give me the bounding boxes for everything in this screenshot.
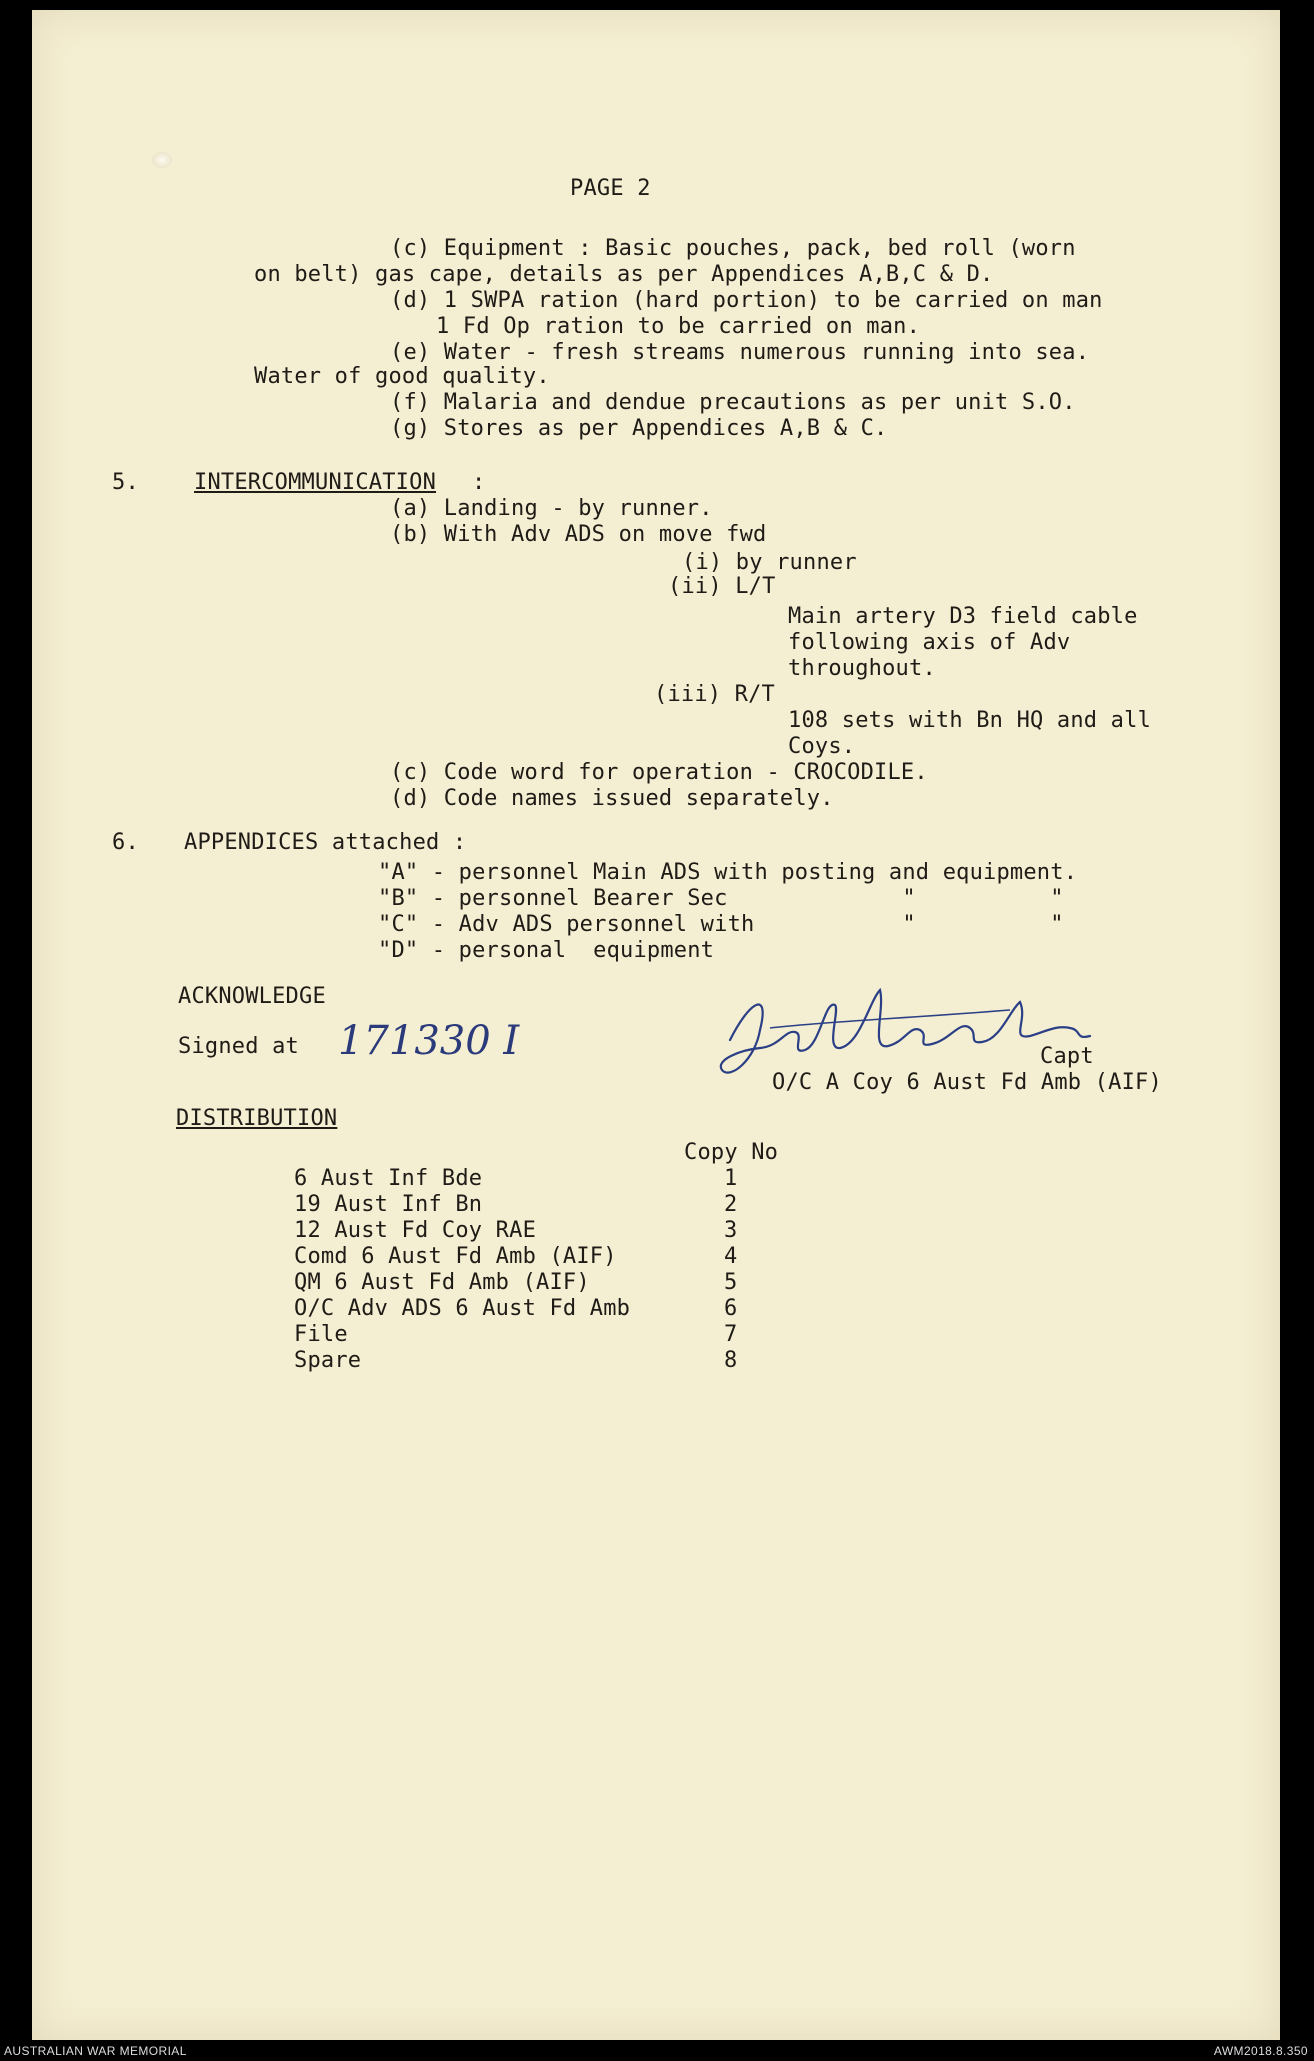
appendix-a: "A" - personnel Main ADS with posting and equipment. bbox=[378, 860, 1078, 885]
item-5c: (c) Code word for operation - CROCODILE. bbox=[390, 760, 928, 785]
rank: Capt bbox=[1040, 1044, 1094, 1069]
table-row-recipient: 6 Aust Inf Bde bbox=[294, 1166, 483, 1191]
appendix-c: "C" - Adv ADS personnel with " " bbox=[378, 912, 1064, 937]
page-title: PAGE 2 bbox=[570, 176, 651, 201]
section-5-heading: INTERCOMMUNICATION bbox=[194, 470, 437, 495]
table-row-recipient: Comd 6 Aust Fd Amb (AIF) bbox=[294, 1244, 617, 1269]
table-row-copy: 2 bbox=[724, 1192, 738, 1217]
item-4c-line2: on belt) gas cape, details as per Appendices A,B,C & D. bbox=[254, 262, 994, 287]
item-4d-line2: 1 Fd Op ration to be carried on man. bbox=[436, 314, 921, 339]
item-5b-i: (i) by runner bbox=[682, 550, 857, 575]
item-5d: (d) Code names issued separately. bbox=[390, 786, 834, 811]
item-4g: (g) Stores as per Appendices A,B & C. bbox=[390, 416, 888, 441]
table-row-copy: 8 bbox=[724, 1348, 738, 1373]
section-6-number: 6. bbox=[112, 830, 139, 855]
section-6-heading: APPENDICES attached : bbox=[184, 830, 467, 855]
table-row-recipient: Spare bbox=[294, 1348, 362, 1373]
item-5b-iii: (iii) R/T bbox=[654, 682, 776, 707]
item-4d-line1: (d) 1 SWPA ration (hard portion) to be carried on man bbox=[390, 288, 1103, 313]
footer-credit: AUSTRALIAN WAR MEMORIAL bbox=[4, 2044, 187, 2058]
table-row-copy: 7 bbox=[724, 1322, 738, 1347]
table-row-copy: 4 bbox=[724, 1244, 738, 1269]
item-5b-ii-line2: following axis of Adv bbox=[788, 630, 1071, 655]
item-4e-line1: (e) Water - fresh streams numerous running into sea. bbox=[390, 340, 1090, 365]
signed-at-label: Signed at bbox=[178, 1034, 300, 1059]
appendix-b: "B" - personnel Bearer Sec " " bbox=[378, 886, 1064, 911]
table-row-copy: 6 bbox=[724, 1296, 738, 1321]
item-4c-line1: (c) Equipment : Basic pouches, pack, bed roll (worn bbox=[390, 236, 1076, 261]
table-row-copy: 1 bbox=[724, 1166, 738, 1191]
copy-no-header: Copy No bbox=[684, 1140, 779, 1165]
item-5b-ii: (ii) L/T bbox=[668, 574, 776, 599]
document-page bbox=[32, 10, 1280, 2040]
appointment: O/C A Coy 6 Aust Fd Amb (AIF) bbox=[772, 1070, 1162, 1095]
acknowledge-label: ACKNOWLEDGE bbox=[178, 984, 326, 1009]
appendix-d: "D" - personal equipment bbox=[378, 938, 715, 963]
item-5b-ii-line1: Main artery D3 field cable bbox=[788, 604, 1138, 629]
item-4f: (f) Malaria and dendue precautions as per unit S.O. bbox=[390, 390, 1076, 415]
table-row-recipient: 12 Aust Fd Coy RAE bbox=[294, 1218, 537, 1243]
table-row-copy: 5 bbox=[724, 1270, 738, 1295]
signed-at-handwritten: 171330 I bbox=[338, 1018, 520, 1064]
item-5b-iii-line2: Coys. bbox=[788, 734, 856, 759]
footer-accession: AWM2018.8.350 bbox=[1213, 2044, 1308, 2058]
item-5b: (b) With Adv ADS on move fwd bbox=[390, 522, 767, 547]
table-row-recipient: 19 Aust Inf Bn bbox=[294, 1192, 483, 1217]
table-row-recipient: File bbox=[294, 1322, 348, 1347]
distribution-heading: DISTRIBUTION bbox=[176, 1106, 338, 1131]
item-5a: (a) Landing - by runner. bbox=[390, 496, 713, 521]
table-row-recipient: O/C Adv ADS 6 Aust Fd Amb bbox=[294, 1296, 631, 1321]
section-5-heading-colon: : bbox=[472, 470, 486, 495]
item-5b-iii-line1: 108 sets with Bn HQ and all bbox=[788, 708, 1152, 733]
item-5b-ii-line3: throughout. bbox=[788, 656, 936, 681]
section-5-number: 5. bbox=[112, 470, 139, 495]
table-row-copy: 3 bbox=[724, 1218, 738, 1243]
punch-hole bbox=[152, 152, 172, 168]
item-4e-line2: Water of good quality. bbox=[254, 364, 550, 389]
table-row-recipient: QM 6 Aust Fd Amb (AIF) bbox=[294, 1270, 590, 1295]
